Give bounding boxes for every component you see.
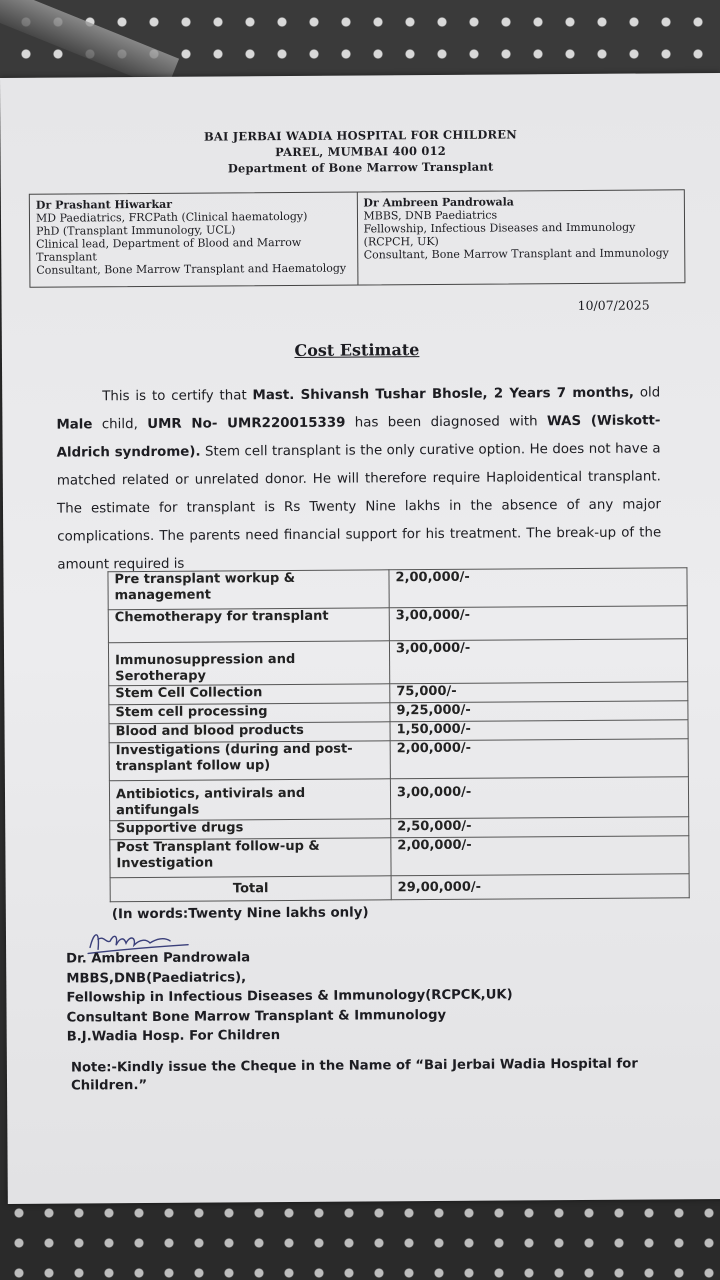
umr-number: UMR No- UMR220015339 (147, 415, 346, 432)
table-row (108, 639, 687, 686)
department-name: Department of Bone Marrow Transplant (227, 159, 494, 176)
cost-amount: 75,000/- (390, 682, 688, 703)
cheque-note: Note:-Kindly issue the Cheque in the Name of “Bai Jerbai Wadia Hospital for Children.” (70, 1056, 638, 1094)
amount-in-words: (In words:Twenty Nine lakhs only) (111, 905, 369, 923)
patient-gender: Male (56, 417, 93, 433)
doctor-left (30, 193, 357, 287)
table-row (110, 836, 689, 878)
total-amount: 29,00,000/- (391, 874, 689, 900)
doctor-left-line: MD Paediatrics, FRCPath (Clinical haematology) (35, 209, 308, 225)
doctor-right-line: (RCPCH, UK) (363, 234, 439, 249)
letterhead (0, 125, 720, 178)
cost-amount: 2,00,000/- (391, 836, 689, 876)
perforated-background-bottom (0, 1190, 720, 1280)
table-row (108, 568, 687, 610)
doctor-right (356, 190, 684, 284)
cost-amount: 9,25,000/- (390, 701, 688, 722)
body-text-segment: This is to certify that (102, 388, 253, 405)
cost-item: Investigations (during and post-transplant follow up) (109, 741, 390, 781)
cost-amount: 3,00,000/- (390, 777, 688, 819)
document-paper (0, 73, 720, 1204)
cost-item: Chemotherapy for transplant (108, 608, 389, 643)
diagnosis: WAS (Wiskott-Aldrich syndrome). (56, 413, 661, 461)
cost-amount: 3,00,000/- (389, 606, 687, 641)
signature-block (66, 946, 513, 1047)
cost-amount: 3,00,000/- (389, 639, 687, 684)
signatory-degrees: MBBS,DNB(Paediatrics), (66, 969, 247, 987)
cost-item: Stem Cell Collection (109, 684, 390, 705)
doctor-right-line: MBBS, DNB Paediatrics (363, 208, 498, 223)
doctor-left-line: Consultant, Bone Marrow Transplant and Haematology (36, 261, 347, 277)
cost-item: Stem cell processing (109, 703, 390, 724)
doctors-box (29, 189, 686, 288)
body-text-segment: child, (92, 416, 148, 433)
signatory-role: Consultant Bone Marrow Transplant & Immunology (66, 1007, 447, 1026)
table-row-total (110, 874, 689, 902)
hospital-address: PAREL, MUMBAI 400 012 (275, 143, 447, 160)
hospital-name: BAI JERBAI WADIA HOSPITAL FOR CHILDREN (203, 127, 517, 144)
signatory-fellowship: Fellowship in Infectious Diseases & Immunology(RCPCK,UK) (66, 987, 513, 1006)
cost-item: Antibiotics, antivirals and antifungals (109, 779, 390, 821)
doctor-left-name: Dr Prashant Hiwarkar (35, 197, 173, 212)
body-text-segment: has been diagnosed with (345, 414, 547, 431)
doctor-right-line: Consultant, Bone Marrow Transplant and Immunology (363, 246, 669, 262)
table-row (109, 739, 688, 781)
page-title: Cost Estimate (294, 340, 420, 360)
cost-amount: 1,50,000/- (390, 720, 688, 741)
signatory-hospital: B.J.Wadia Hosp. For Children (66, 1028, 281, 1045)
doctor-left-line: PhD (Transplant Immunology, UCL) (36, 223, 236, 238)
total-label: Total (110, 876, 391, 902)
cost-item: Blood and blood products (109, 722, 390, 743)
cost-amount: 2,00,000/- (389, 568, 687, 608)
cost-breakup-table (107, 567, 689, 902)
cost-item: Immunosuppression and Serotherapy (108, 641, 389, 686)
patient-name: Mast. Shivansh Tushar Bhosle, 2 Years 7 months, (252, 385, 635, 404)
cost-item: Post Transplant follow-up & Investigation (110, 838, 391, 878)
cost-item: Pre transplant workup & management (108, 570, 389, 610)
document-date: 10/07/2025 (577, 297, 650, 313)
cost-amount: 2,00,000/- (390, 739, 688, 779)
table-row (109, 777, 688, 821)
certificate-paragraph (56, 379, 661, 579)
doctor-right-line: Fellowship, Infectious Diseases and Immunology (363, 220, 636, 236)
doctor-right-name: Dr Ambreen Pandrowala (363, 195, 514, 210)
cost-amount: 2,50,000/- (391, 817, 689, 838)
body-text-segment: Stem cell transplant is the only curative option. He does not have a matched related or unrelated donor. He will therefore require Haploidentical transplant. The estimate for transplant is Rs Twenty Nine lakhs in the absence of any major complications. The parents need financial support for his treatment. The break-up of the amount required is (56, 441, 662, 573)
table-row (108, 606, 687, 643)
doctor-left-line: Clinical lead, Department of Blood and Marrow Transplant (36, 235, 302, 264)
cost-item: Supportive drugs (110, 819, 391, 840)
body-text-segment: old (633, 385, 661, 401)
signatory-name: Dr. Ambreen Pandrowala (66, 950, 251, 967)
